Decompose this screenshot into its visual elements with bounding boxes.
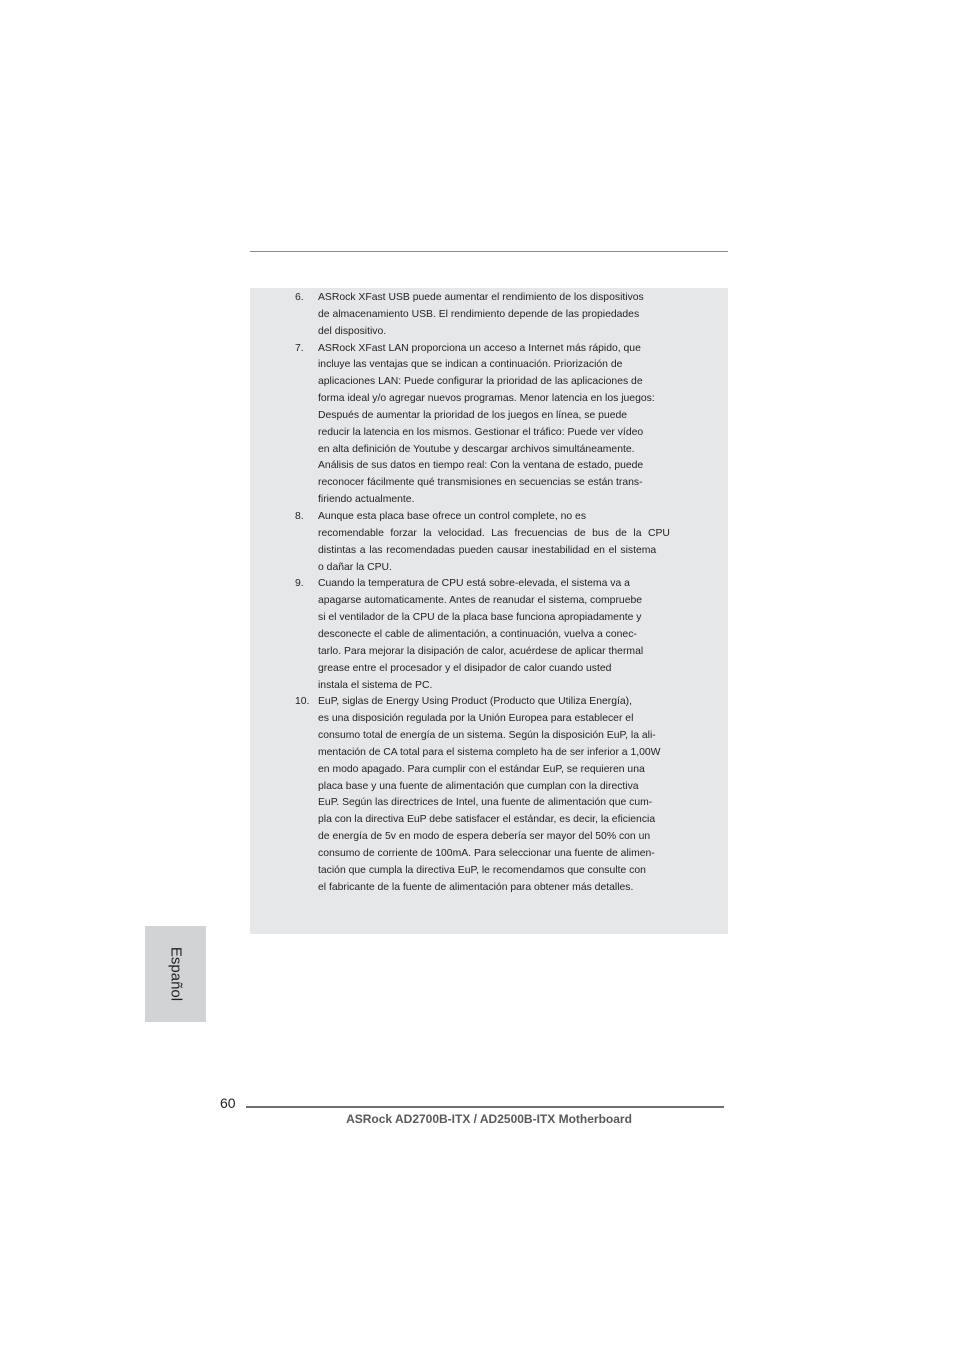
footer-divider — [246, 1106, 724, 1108]
note-text-line: o dañar la CPU. — [318, 561, 392, 573]
note-text-line: incluye las ventajas que se indican a continuación. Priorización de — [318, 359, 623, 371]
note-text-line: mentación de CA total para el sistema completo ha de ser inferior a 1,00W — [318, 746, 661, 758]
note-text-line: tación que cumpla la directiva EuP, le recomendamos que consulte con — [318, 864, 646, 876]
language-tab — [145, 926, 206, 1022]
note-number: 7. — [295, 342, 304, 354]
note-text-line: grease entre el procesador y el disipador de calor cuando usted — [318, 662, 612, 674]
note-text-line: EuP. Según las directrices de Intel, una fuente de alimentación que cum- — [318, 797, 653, 809]
note-text-line: Aunque esta placa base ofrece un control complete, no es — [318, 511, 587, 523]
note-number: 10. — [295, 696, 310, 708]
top-divider — [250, 251, 728, 252]
note-text-line: Análisis de sus datos en tiempo real: Con la ventana de estado, puede — [318, 460, 644, 472]
note-text-line: aplicaciones LAN: Puede configurar la prioridad de las aplicaciones de — [318, 376, 643, 388]
note-number: 6. — [295, 292, 304, 303]
note-text-line: en modo apagado. Para cumplir con el estándar EuP, se requieren una — [318, 763, 645, 775]
page-number: 60 — [220, 1095, 236, 1111]
note-text-line: el fabricante de la fuente de alimentación para obtener más detalles. — [318, 881, 634, 893]
note-text-line: si el ventilador de la CPU de la placa base funciona apropiadamente y — [318, 612, 642, 624]
note-text-line: reducir la latencia en los mismos. Gestionar el tráfico: Puede ver vídeo — [318, 426, 644, 438]
note-text-line: apagarse automaticamente. Antes de reanudar el sistema, compruebe — [318, 595, 643, 607]
note-text-line: ASRock XFast USB puede aumentar el rendimiento de los dispositivos — [318, 292, 644, 303]
language-tab-label: Español — [167, 946, 184, 1002]
note-text-line: recomendable forzar la velocidad. Las frecuencias de bus de la CPU — [318, 527, 670, 539]
note-text-line: es una disposición regulada por la Unión Europea para establecer el — [318, 713, 634, 725]
note-text-line: placa base y una fuente de alimentación que cumplan con la directiva — [318, 780, 639, 792]
note-text-line: Después de aumentar la prioridad de los juegos en línea, se puede — [318, 409, 628, 421]
note-number: 8. — [295, 511, 304, 523]
footer-title: ASRock AD2700B-ITX / AD2500B-ITX Motherboard — [346, 1112, 632, 1126]
note-text-line: consumo total de energía de un sistema. Según la disposición EuP, la ali- — [318, 730, 656, 742]
notes-panel — [250, 288, 728, 934]
note-text-line: en alta definición de Youtube y descargar archivos simultáneamente. — [318, 443, 635, 455]
note-text-line: del dispositivo. — [318, 325, 387, 337]
note-text-line: tarlo. Para mejorar la disipación de calor, acuérdese de aplicar thermal — [318, 645, 644, 657]
note-text-line: forma ideal y/o agregar nuevos programas. Menor latencia en los juegos: — [318, 393, 655, 405]
note-text-line: distintas a las recomendadas pueden causar inestabilidad en el sistema — [318, 544, 657, 556]
note-text-line: Cuando la temperatura de CPU está sobre-elevada, el sistema va a — [318, 578, 630, 590]
note-number: 9. — [295, 578, 304, 590]
note-text-line: EuP, siglas de Energy Using Product (Producto que Utiliza Energía), — [318, 696, 633, 708]
note-text-line: instala el sistema de PC. — [318, 679, 433, 691]
note-text-line: consumo de corriente de 100mA. Para seleccionar una fuente de alimen- — [318, 848, 655, 860]
note-text-line: reconocer fácilmente qué transmisiones en secuencias se están trans- — [318, 477, 643, 489]
note-text-line: desconecte el cable de alimentación, a continuación, vuelva a conec- — [318, 628, 637, 640]
note-text-line: ASRock XFast LAN proporciona un acceso a Internet más rápido, que — [318, 342, 641, 354]
note-text-line: firiendo actualmente. — [318, 494, 415, 506]
note-text-line: pla con la directiva EuP debe satisfacer el estándar, es decir, la eficiencia — [318, 814, 656, 826]
note-text-line: de almacenamiento USB. El rendimiento depende de las propiedades — [318, 308, 640, 320]
note-text-line: de energía de 5v en modo de espera debería ser mayor del 50% con un — [318, 831, 651, 843]
